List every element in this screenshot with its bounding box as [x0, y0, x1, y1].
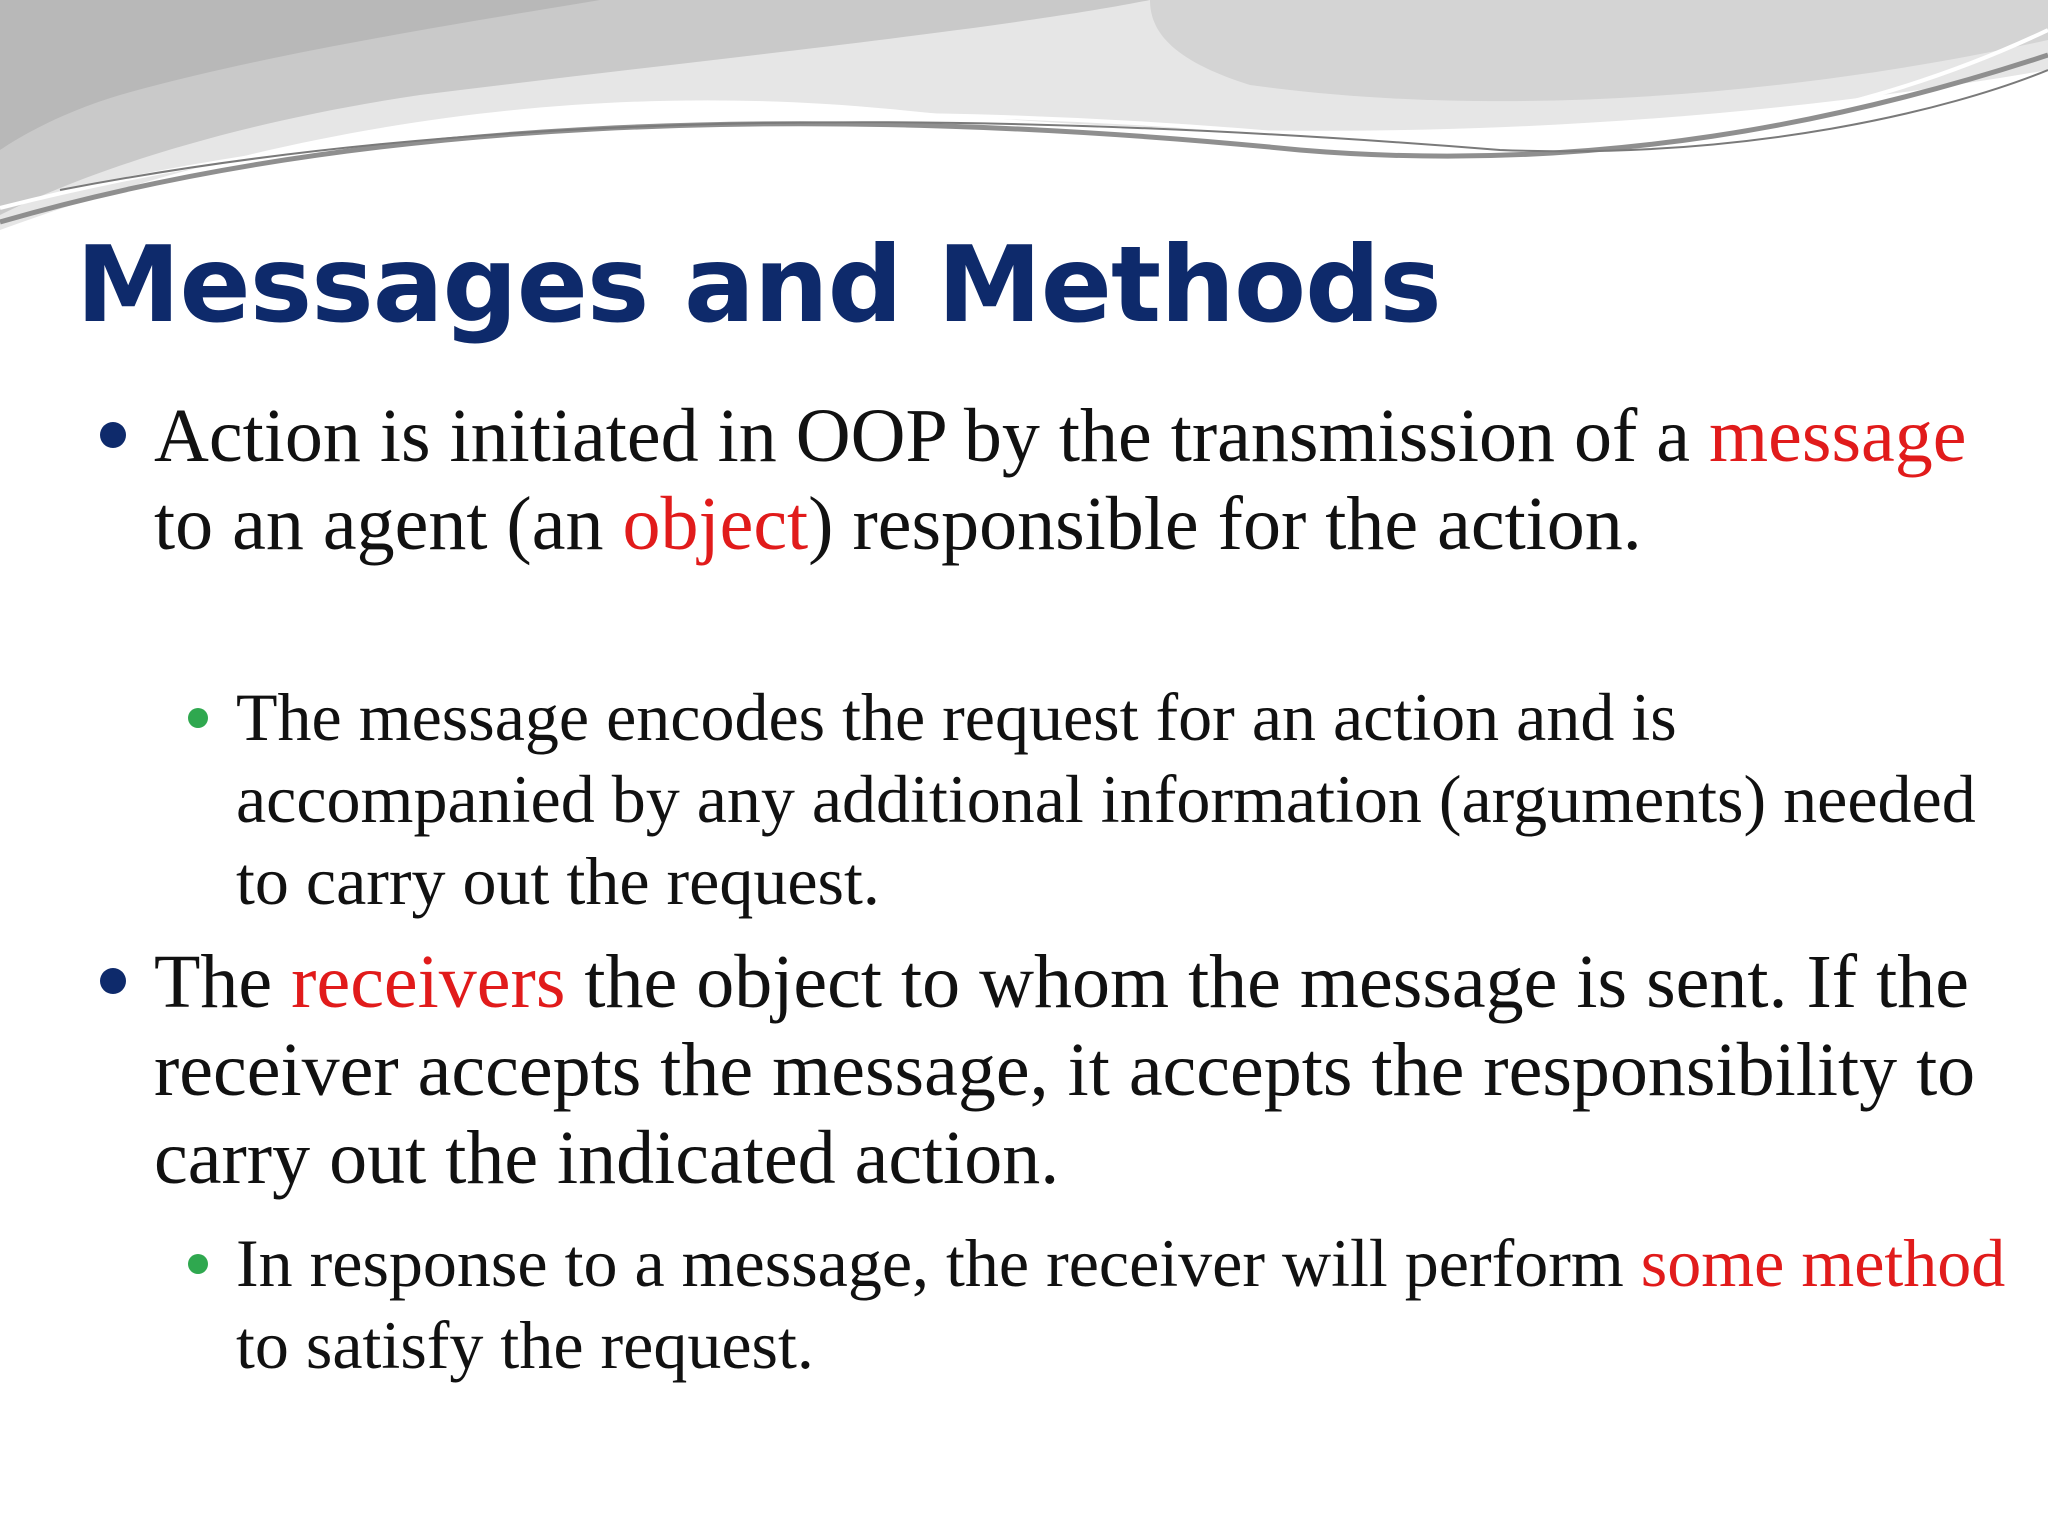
- dot-icon: [100, 968, 126, 994]
- bullet-item: [154, 392, 1984, 568]
- highlight-term: object: [622, 482, 809, 566]
- dot-icon: [100, 422, 126, 448]
- bullet-text: the object to whom the message is sent. If the receiver accepts the message, it accepts the responsibility to carry out the indicated action.: [154, 940, 1976, 1200]
- slide-title: Messages and Methods: [76, 224, 1441, 346]
- bullet-text: ) responsible for the action.: [808, 482, 1642, 566]
- bullet-text: to an agent (an: [154, 482, 623, 566]
- dot-icon: [188, 708, 208, 728]
- sub-bullet-item: [236, 1222, 2026, 1386]
- highlight-term: some method: [1640, 1225, 2006, 1301]
- bullet-text: In response to a message, the receiver will perform: [236, 1225, 1641, 1301]
- bullet-text: The message encodes the request for an action and is accompanied by any additional information (arguments) needed to carry out the request.: [236, 679, 1976, 919]
- bullet-item: [154, 938, 1984, 1202]
- highlight-term: message: [1709, 394, 1967, 478]
- sub-bullet-item: [236, 676, 2026, 922]
- bullet-text: to satisfy the request.: [236, 1307, 814, 1383]
- dot-icon: [188, 1254, 208, 1274]
- highlight-term: receivers: [291, 940, 566, 1024]
- bullet-text: The: [154, 940, 292, 1024]
- bullet-text: Action is initiated in OOP by the transmission of a: [154, 394, 1710, 478]
